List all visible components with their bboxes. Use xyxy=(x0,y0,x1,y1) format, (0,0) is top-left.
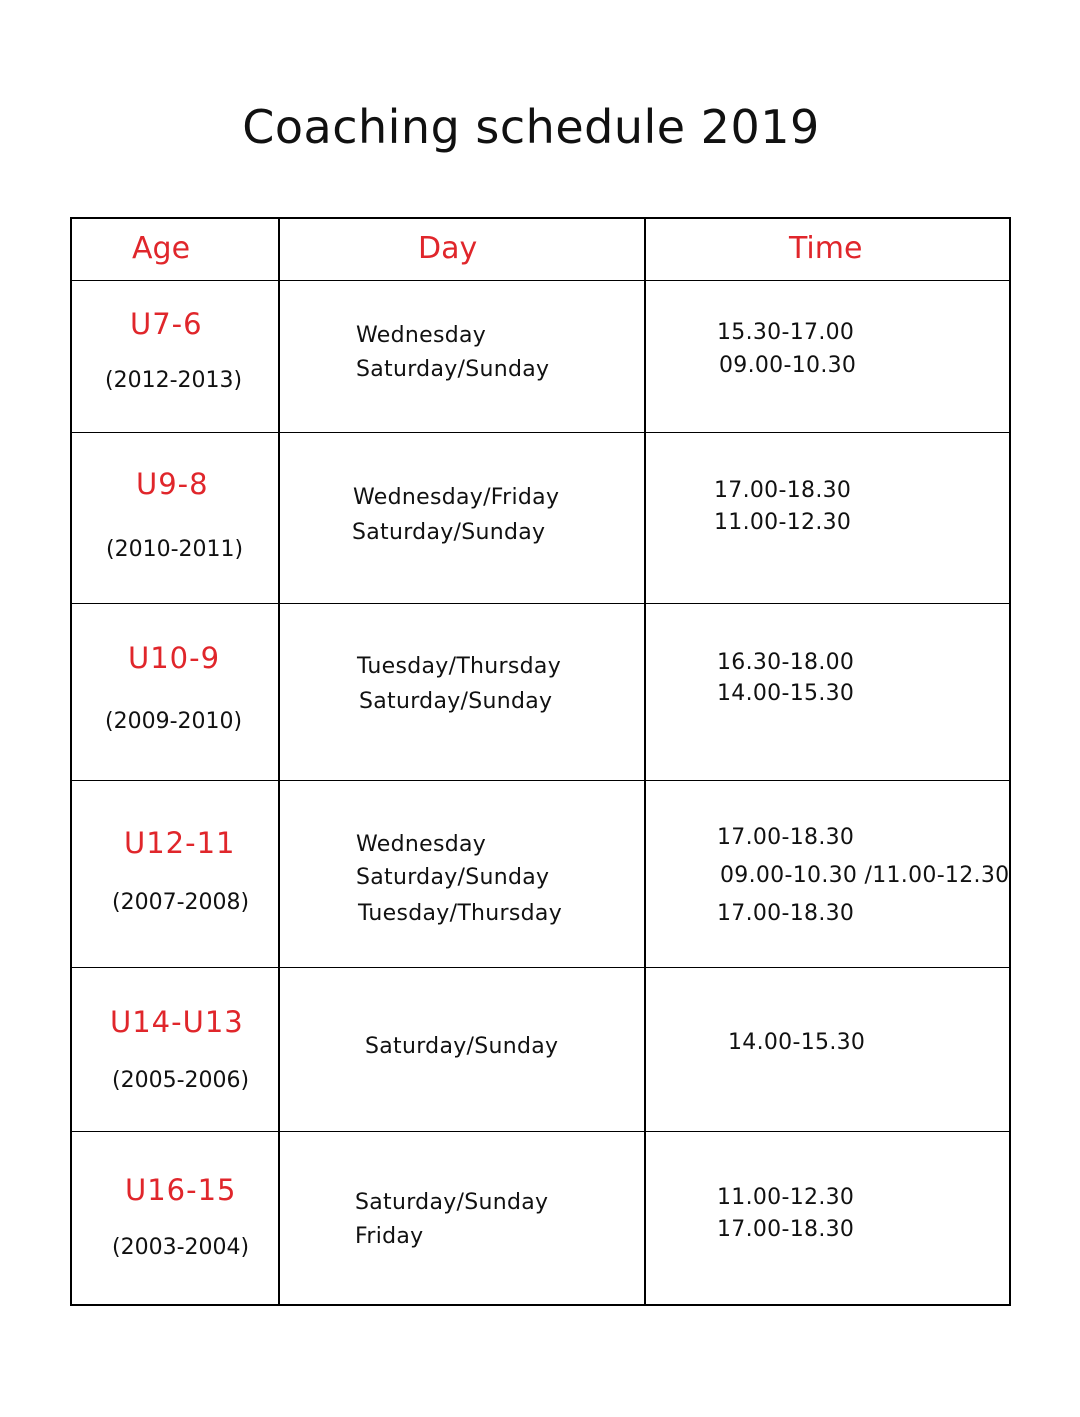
column-divider xyxy=(278,219,280,1304)
birth-years: (2005-2006) xyxy=(112,1068,250,1093)
time-entry: 17.00-18.30 xyxy=(717,1217,855,1242)
page-title: Coaching schedule 2019 xyxy=(242,100,820,154)
age-group-code: U12-11 xyxy=(124,826,236,860)
time-entry: 17.00-18.30 xyxy=(717,901,855,926)
day-entry: Saturday/Sunday xyxy=(365,1034,559,1059)
time-entry: 09.00-10.30 /11.00-12.30 xyxy=(720,863,1010,888)
age-group-code: U16-15 xyxy=(125,1173,237,1207)
header-day: Day xyxy=(418,231,478,266)
row-divider xyxy=(72,780,1009,781)
time-entry: 14.00-15.30 xyxy=(728,1030,866,1055)
day-entry: Wednesday xyxy=(356,832,487,857)
time-entry: 09.00-10.30 xyxy=(719,353,857,378)
row-divider xyxy=(72,967,1009,968)
time-entry: 11.00-12.30 xyxy=(717,1185,855,1210)
age-group-code: U14-U13 xyxy=(110,1005,244,1039)
time-entry: 17.00-18.30 xyxy=(714,478,852,503)
time-entry: 14.00-15.30 xyxy=(717,681,855,706)
day-entry: Tuesday/Thursday xyxy=(357,654,562,679)
row-divider xyxy=(72,432,1009,433)
birth-years: (2010-2011) xyxy=(106,537,244,562)
age-group-code: U9-8 xyxy=(136,467,209,501)
header-time: Time xyxy=(789,231,863,266)
birth-years: (2003-2004) xyxy=(112,1235,250,1260)
column-divider xyxy=(644,219,646,1304)
time-entry: 15.30-17.00 xyxy=(717,320,855,345)
day-entry: Saturday/Sunday xyxy=(352,520,546,545)
schedule-table xyxy=(70,217,1011,1306)
day-entry: Friday xyxy=(355,1224,424,1249)
day-entry: Wednesday/Friday xyxy=(353,485,560,510)
day-entry: Saturday/Sunday xyxy=(359,689,553,714)
row-divider xyxy=(72,603,1009,604)
birth-years: (2012-2013) xyxy=(105,368,243,393)
row-divider xyxy=(72,280,1009,281)
day-entry: Wednesday xyxy=(356,323,487,348)
day-entry: Saturday/Sunday xyxy=(355,1190,549,1215)
time-entry: 16.30-18.00 xyxy=(717,650,855,675)
age-group-code: U7-6 xyxy=(130,307,203,341)
day-entry: Tuesday/Thursday xyxy=(358,901,563,926)
header-age: Age xyxy=(132,231,191,266)
day-entry: Saturday/Sunday xyxy=(356,357,550,382)
row-divider xyxy=(72,1131,1009,1132)
time-entry: 17.00-18.30 xyxy=(717,825,855,850)
day-entry: Saturday/Sunday xyxy=(356,865,550,890)
time-entry: 11.00-12.30 xyxy=(714,510,852,535)
age-group-code: U10-9 xyxy=(128,641,221,675)
birth-years: (2007-2008) xyxy=(112,890,250,915)
birth-years: (2009-2010) xyxy=(105,709,243,734)
